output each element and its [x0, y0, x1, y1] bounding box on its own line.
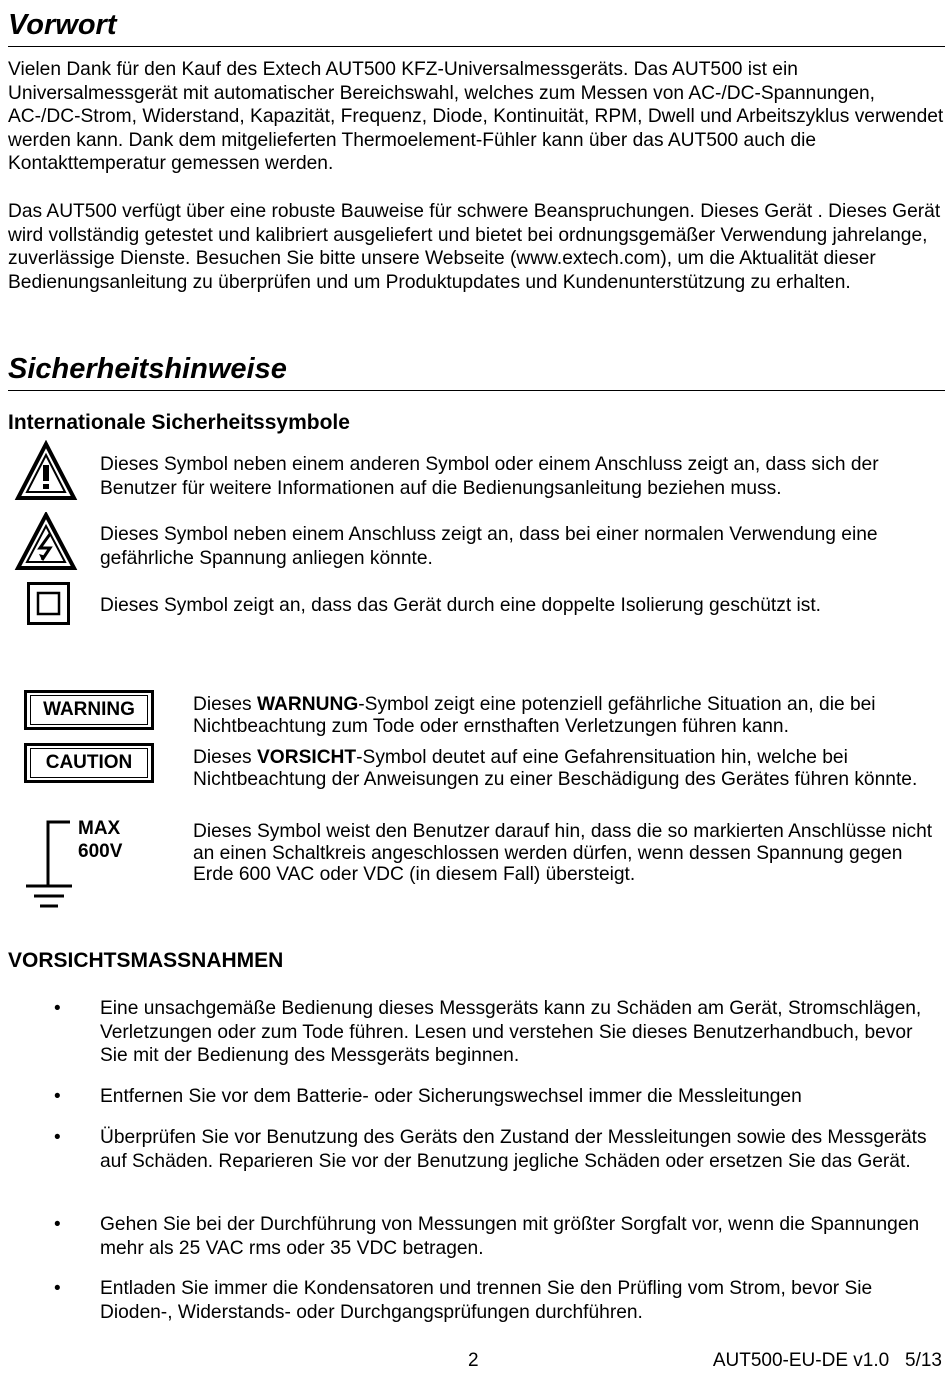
symbol-text-caution: Dieses Symbol neben einem anderen Symbol oder einem Anschluss zeigt an, dass sich der Benutzer für weitere Informationen auf die Bedienungsanleitung beziehen muss. — [100, 454, 879, 499]
list-item-text: Eine unsachgemäße Bedienung dieses Messgeräts kann zu Schäden am Gerät, Stromschlägen, Verletzungen oder zum Tode führen. Lesen und verstehen Sie dieses Benutzerhandbuch, bevor Sie mit der Bedienung des Messgeräts beginnen. — [100, 998, 922, 1067]
caution-text-pre: Dieses — [193, 747, 257, 768]
list-item-text: Überprüfen Sie vor Benutzung des Geräts den Zustand der Messleitungen sowie des Messgeräts auf Schäden. Reparieren Sie vor der Benutzung jegliche Schäden oder ersetzen Sie das Gerät. — [100, 1127, 927, 1172]
caution-triangle-icon — [14, 440, 78, 502]
warning-label-box — [24, 690, 154, 730]
page-number: 2 — [468, 1350, 479, 1371]
heading-precautions: VORSICHTSMASSNAHMEN — [8, 949, 284, 972]
caution-label-box — [24, 743, 154, 783]
list-item-text: Gehen Sie bei der Durchführung von Messungen mit größter Sorgfalt vor, wenn die Spannungen mehr als 25 VAC rms oder 35 VDC betragen. — [100, 1214, 920, 1259]
bullet-icon: • — [54, 998, 61, 1019]
vorwort-paragraph-1: Vielen Dank für den Kauf des Extech AUT500 KFZ-Universalmessgeräts. Das AUT500 ist ein Universalmessgerät mit automatischer Bereichswahl, welches zum Messen von AC-/DC-Spannungen, AC-/DC-Strom, Widerstand, Kapazität, Frequenz, Diode, Kontinuität, RPM, Dwell und Arbeitszyklus verwendet werden kann. Dank dem mitgelieferten Thermoelement-Fühler kann über das AUT500 auch die Kontakttemperatur gemessen werden. — [8, 59, 944, 175]
warning-description — [193, 694, 945, 737]
caution-text-post: -Symbol deutet auf eine Gefahrensituation hin, welche bei Nichtbeachtung der Anweisungen zu einer Beschädigung des Gerätes führen könnte. — [193, 747, 918, 790]
list-item-text: Entfernen Sie vor dem Batterie- oder Sicherungswechsel immer die Messleitungen — [100, 1086, 802, 1107]
subheading-safety-symbols: Internationale Sicherheitssymbole — [8, 411, 350, 434]
warning-label: WARNING — [30, 695, 148, 725]
warning-text-post: -Symbol zeigt eine potenziell gefährliche Situation an, die bei Nichtbeachtung zum Tode oder ernsthaften Verletzungen führen kann. — [193, 694, 876, 737]
bullet-icon: • — [54, 1278, 61, 1299]
caution-label: CAUTION — [30, 748, 148, 778]
high-voltage-triangle-icon — [14, 512, 78, 572]
voltage-label: 600V — [78, 841, 123, 862]
vorwort-paragraph-2: Das AUT500 verfügt über eine robuste Bauweise für schwere Beanspruchungen. Dieses Gerät . Dieses Gerät wird vollständig getestet und kalibriert ausgeliefert und bietet bei ordnungsgemäßer Verwendung jahrelange, zuverlässige Dienste. Besuchen Sie bitte unsere Webseite (www.extech.com), um die Aktualität dieser Bedienungsanleitung zu überprüfen und um Produktupdates und Kundenunterstützung zu erhalten. — [8, 201, 941, 293]
max-label: MAX — [78, 818, 121, 839]
ground-max-voltage-icon — [22, 818, 78, 912]
warning-text-bold: WARNUNG — [256, 694, 359, 715]
list-item-text: Entladen Sie immer die Kondensatoren und trennen Sie den Prüfling vom Strom, bevor Sie Dioden-, Widerstands- oder Durchgangsprüfungen durchführen. — [100, 1278, 873, 1323]
caution-text-bold: VORSICHT — [256, 747, 357, 768]
max-voltage-label — [78, 817, 122, 863]
caution-description — [193, 747, 945, 790]
heading-sicherheitshinweise: Sicherheitshinweise — [8, 352, 945, 391]
bullet-icon: • — [54, 1127, 61, 1148]
bullet-icon: • — [54, 1086, 61, 1107]
heading-vorwort: Vorwort — [8, 8, 945, 47]
document-id: AUT500-EU-DE v1.0 5/13 — [712, 1350, 942, 1371]
max-voltage-description: Dieses Symbol weist den Benutzer darauf hin, dass die so markierten Anschlüsse nicht an einen Schaltkreis angeschlossen werden dürfen, wenn dessen Spannung gegen Erde 600 VAC oder VDC (in diesem Fall) übersteigt. — [193, 821, 933, 886]
symbol-text-double-insulation: Dieses Symbol zeigt an, dass das Gerät durch eine doppelte Isolierung geschützt ist. — [100, 595, 821, 616]
bullet-icon: • — [54, 1214, 61, 1235]
symbol-text-high-voltage: Dieses Symbol neben einem Anschluss zeigt an, dass bei einer normalen Verwendung eine gefährliche Spannung anliegen könnte. — [100, 524, 878, 569]
double-insulation-icon — [27, 582, 71, 626]
warning-text-pre: Dieses — [193, 694, 257, 715]
